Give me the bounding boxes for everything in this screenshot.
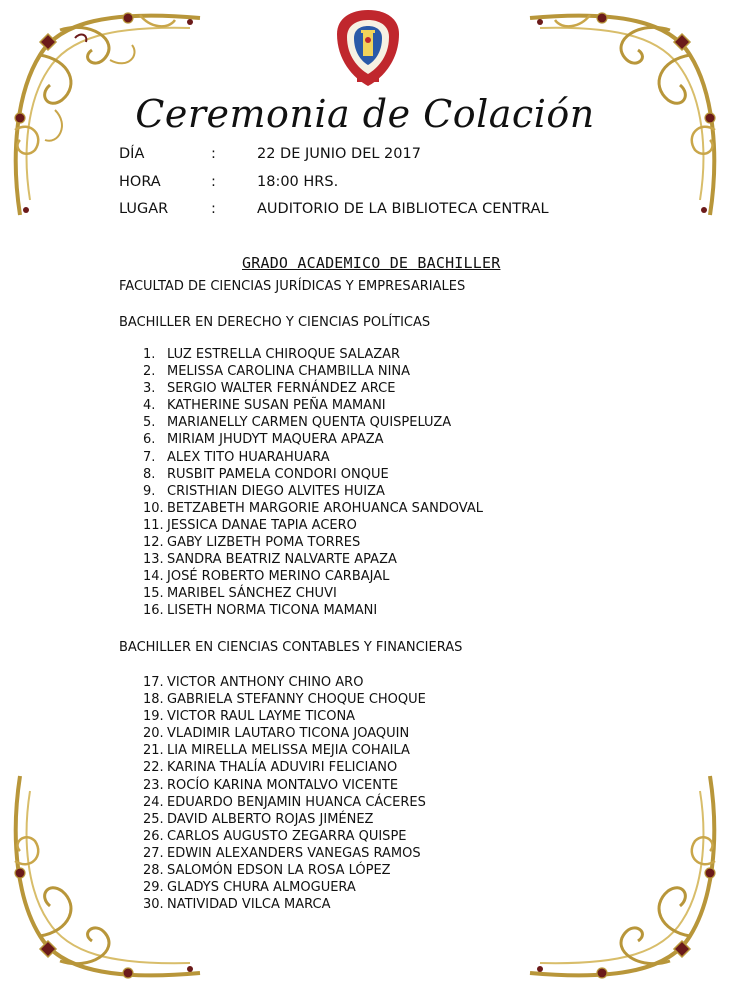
item-number: 26.: [143, 828, 164, 844]
event-label: HORA: [119, 173, 161, 190]
list-item: [143, 551, 483, 568]
list-item: [143, 397, 483, 414]
item-number: 6.: [143, 432, 156, 448]
list-item: [143, 568, 483, 585]
graduate-name: EDUARDO BENJAMIN HUANCA CÁCERES: [167, 794, 426, 810]
university-seal: [333, 8, 403, 88]
graduate-name: LISETH NORMA TICONA MAMANI: [167, 603, 378, 619]
list-item: [143, 602, 483, 619]
item-number: 2.: [143, 364, 156, 380]
graduate-name: SALOMÓN EDSON LA ROSA LÓPEZ: [167, 863, 391, 879]
event-value: AUDITORIO DE LA BIBLIOTECA CENTRAL: [257, 201, 549, 217]
ornament-icon: [520, 771, 730, 991]
list-item: [143, 845, 426, 862]
event-value: 22 DE JUNIO DEL 2017: [257, 146, 421, 162]
graduate-name: CRISTHIAN DIEGO ALVITES HUIZA: [167, 483, 385, 499]
list-item: [143, 896, 426, 913]
event-label: DÍA: [119, 146, 145, 162]
graduate-name: RUSBIT PAMELA CONDORI ONQUE: [167, 466, 389, 482]
list-item: [143, 500, 483, 517]
list-item: [143, 691, 426, 708]
graduate-name: MARIBEL SÁNCHEZ CHUVI: [167, 586, 337, 602]
graduate-name: SANDRA BEATRIZ NALVARTE APAZA: [167, 552, 397, 568]
graduate-name: JESSICA DANAE TAPIA ACERO: [167, 517, 357, 533]
graduate-name: MELISSA CAROLINA CHAMBILLA NINA: [167, 364, 411, 380]
graduate-name: BETZABETH MARGORIE AROHUANCA SANDOVAL: [167, 500, 484, 516]
item-number: 27.: [143, 845, 164, 861]
graduate-name: KATHERINE SUSAN PEÑA MAMANI: [167, 398, 386, 414]
list-item: [143, 380, 483, 397]
item-number: 11.: [143, 517, 164, 533]
item-number: 15.: [143, 586, 164, 602]
item-number: 18.: [143, 692, 164, 708]
event-separator: :: [211, 201, 216, 217]
list-item: [143, 879, 426, 896]
graduate-name: GABY LIZBETH POMA TORRES: [167, 535, 361, 551]
list-item: [143, 585, 483, 602]
event-separator: :: [211, 173, 216, 190]
list-item: [143, 483, 483, 500]
section-heading-derecho: BACHILLER EN DERECHO Y CIENCIAS POLÍTICAS: [119, 315, 431, 330]
page-title: Ceremonia de Colación: [135, 92, 595, 136]
item-number: 22.: [143, 760, 164, 776]
list-item: [143, 363, 483, 380]
graduate-name: NATIVIDAD VILCA MARCA: [167, 897, 331, 913]
graduate-name: JOSÉ ROBERTO MERINO CARBAJAL: [167, 569, 390, 585]
item-number: 30.: [143, 897, 164, 913]
graduate-list-contables: [143, 674, 426, 913]
list-item: [143, 414, 483, 431]
list-item: [143, 759, 426, 776]
item-number: 14.: [143, 569, 164, 585]
graduate-name: LUZ ESTRELLA CHIROQUE SALAZAR: [167, 347, 401, 362]
item-number: 17.: [143, 675, 164, 690]
graduate-name: MARIANELLY CARMEN QUENTA QUISPELUZA: [167, 415, 452, 431]
item-number: 3.: [143, 381, 156, 397]
graduate-name: VLADIMIR LAUTARO TICONA JOAQUIN: [167, 726, 410, 742]
item-number: 9.: [143, 483, 156, 499]
graduate-list-derecho: [143, 346, 483, 620]
graduate-name: GABRIELA STEFANNY CHOQUE CHOQUE: [167, 692, 426, 708]
graduate-name: LIA MIRELLA MELISSA MEJIA COHAILA: [167, 743, 410, 759]
list-item: [143, 674, 426, 691]
list-item: [143, 777, 426, 794]
item-number: 13.: [143, 552, 164, 568]
list-item: [143, 862, 426, 879]
list-item: [143, 725, 426, 742]
graduate-name: DAVID ALBERTO ROJAS JIMÉNEZ: [167, 811, 374, 827]
list-item: [143, 708, 426, 725]
list-item: [143, 534, 483, 551]
graduate-name: VICTOR RAUL LAYME TICONA: [167, 709, 356, 725]
item-number: 7.: [143, 449, 156, 465]
ornament-corner-bottom-right: [520, 771, 730, 991]
item-number: 16.: [143, 603, 164, 619]
list-item: [143, 828, 426, 845]
list-item: [143, 742, 426, 759]
list-item: [143, 346, 483, 363]
item-number: 25.: [143, 811, 164, 827]
item-number: 12.: [143, 535, 164, 551]
section-heading-contables: BACHILLER EN CIENCIAS CONTABLES Y FINANCIERAS: [119, 640, 463, 655]
list-item: [143, 811, 426, 828]
graduate-name: KARINA THALÍA ADUVIRI FELICIANO: [167, 760, 398, 776]
item-number: 4.: [143, 398, 156, 414]
graduate-name: GLADYS CHURA ALMOGUERA: [167, 880, 356, 896]
item-number: 19.: [143, 709, 164, 725]
graduate-name: ALEX TITO HUARAHUARA: [167, 449, 330, 465]
graduate-name: ROCÍO KARINA MONTALVO VICENTE: [167, 777, 399, 793]
degree-heading: GRADO ACADEMICO DE BACHILLER: [242, 254, 501, 272]
item-number: 28.: [143, 863, 164, 879]
item-number: 20.: [143, 726, 164, 742]
item-number: 29.: [143, 880, 164, 896]
graduate-name: MIRIAM JHUDYT MAQUERA APAZA: [167, 432, 384, 448]
seal-icon: [333, 8, 403, 88]
list-item: [143, 449, 483, 466]
faculty-heading: FACULTAD DE CIENCIAS JURÍDICAS Y EMPRESARIALES: [119, 279, 466, 294]
graduate-name: EDWIN ALEXANDERS VANEGAS RAMOS: [167, 845, 421, 861]
event-value: 18:00 HRS.: [257, 173, 339, 190]
item-number: 24.: [143, 794, 164, 810]
list-item: [143, 794, 426, 811]
item-number: 1.: [143, 347, 156, 362]
item-number: 5.: [143, 415, 156, 431]
event-separator: :: [211, 146, 216, 162]
item-number: 8.: [143, 466, 156, 482]
graduate-name: SERGIO WALTER FERNÁNDEZ ARCE: [167, 381, 396, 397]
graduate-name: CARLOS AUGUSTO ZEGARRA QUISPE: [167, 828, 407, 844]
item-number: 10.: [143, 500, 164, 516]
graduate-name: VICTOR ANTHONY CHINO ARO: [167, 675, 364, 690]
item-number: 23.: [143, 777, 164, 793]
item-number: 21.: [143, 743, 164, 759]
list-item: [143, 517, 483, 534]
list-item: [143, 466, 483, 483]
event-label: LUGAR: [119, 201, 169, 217]
list-item: [143, 431, 483, 448]
